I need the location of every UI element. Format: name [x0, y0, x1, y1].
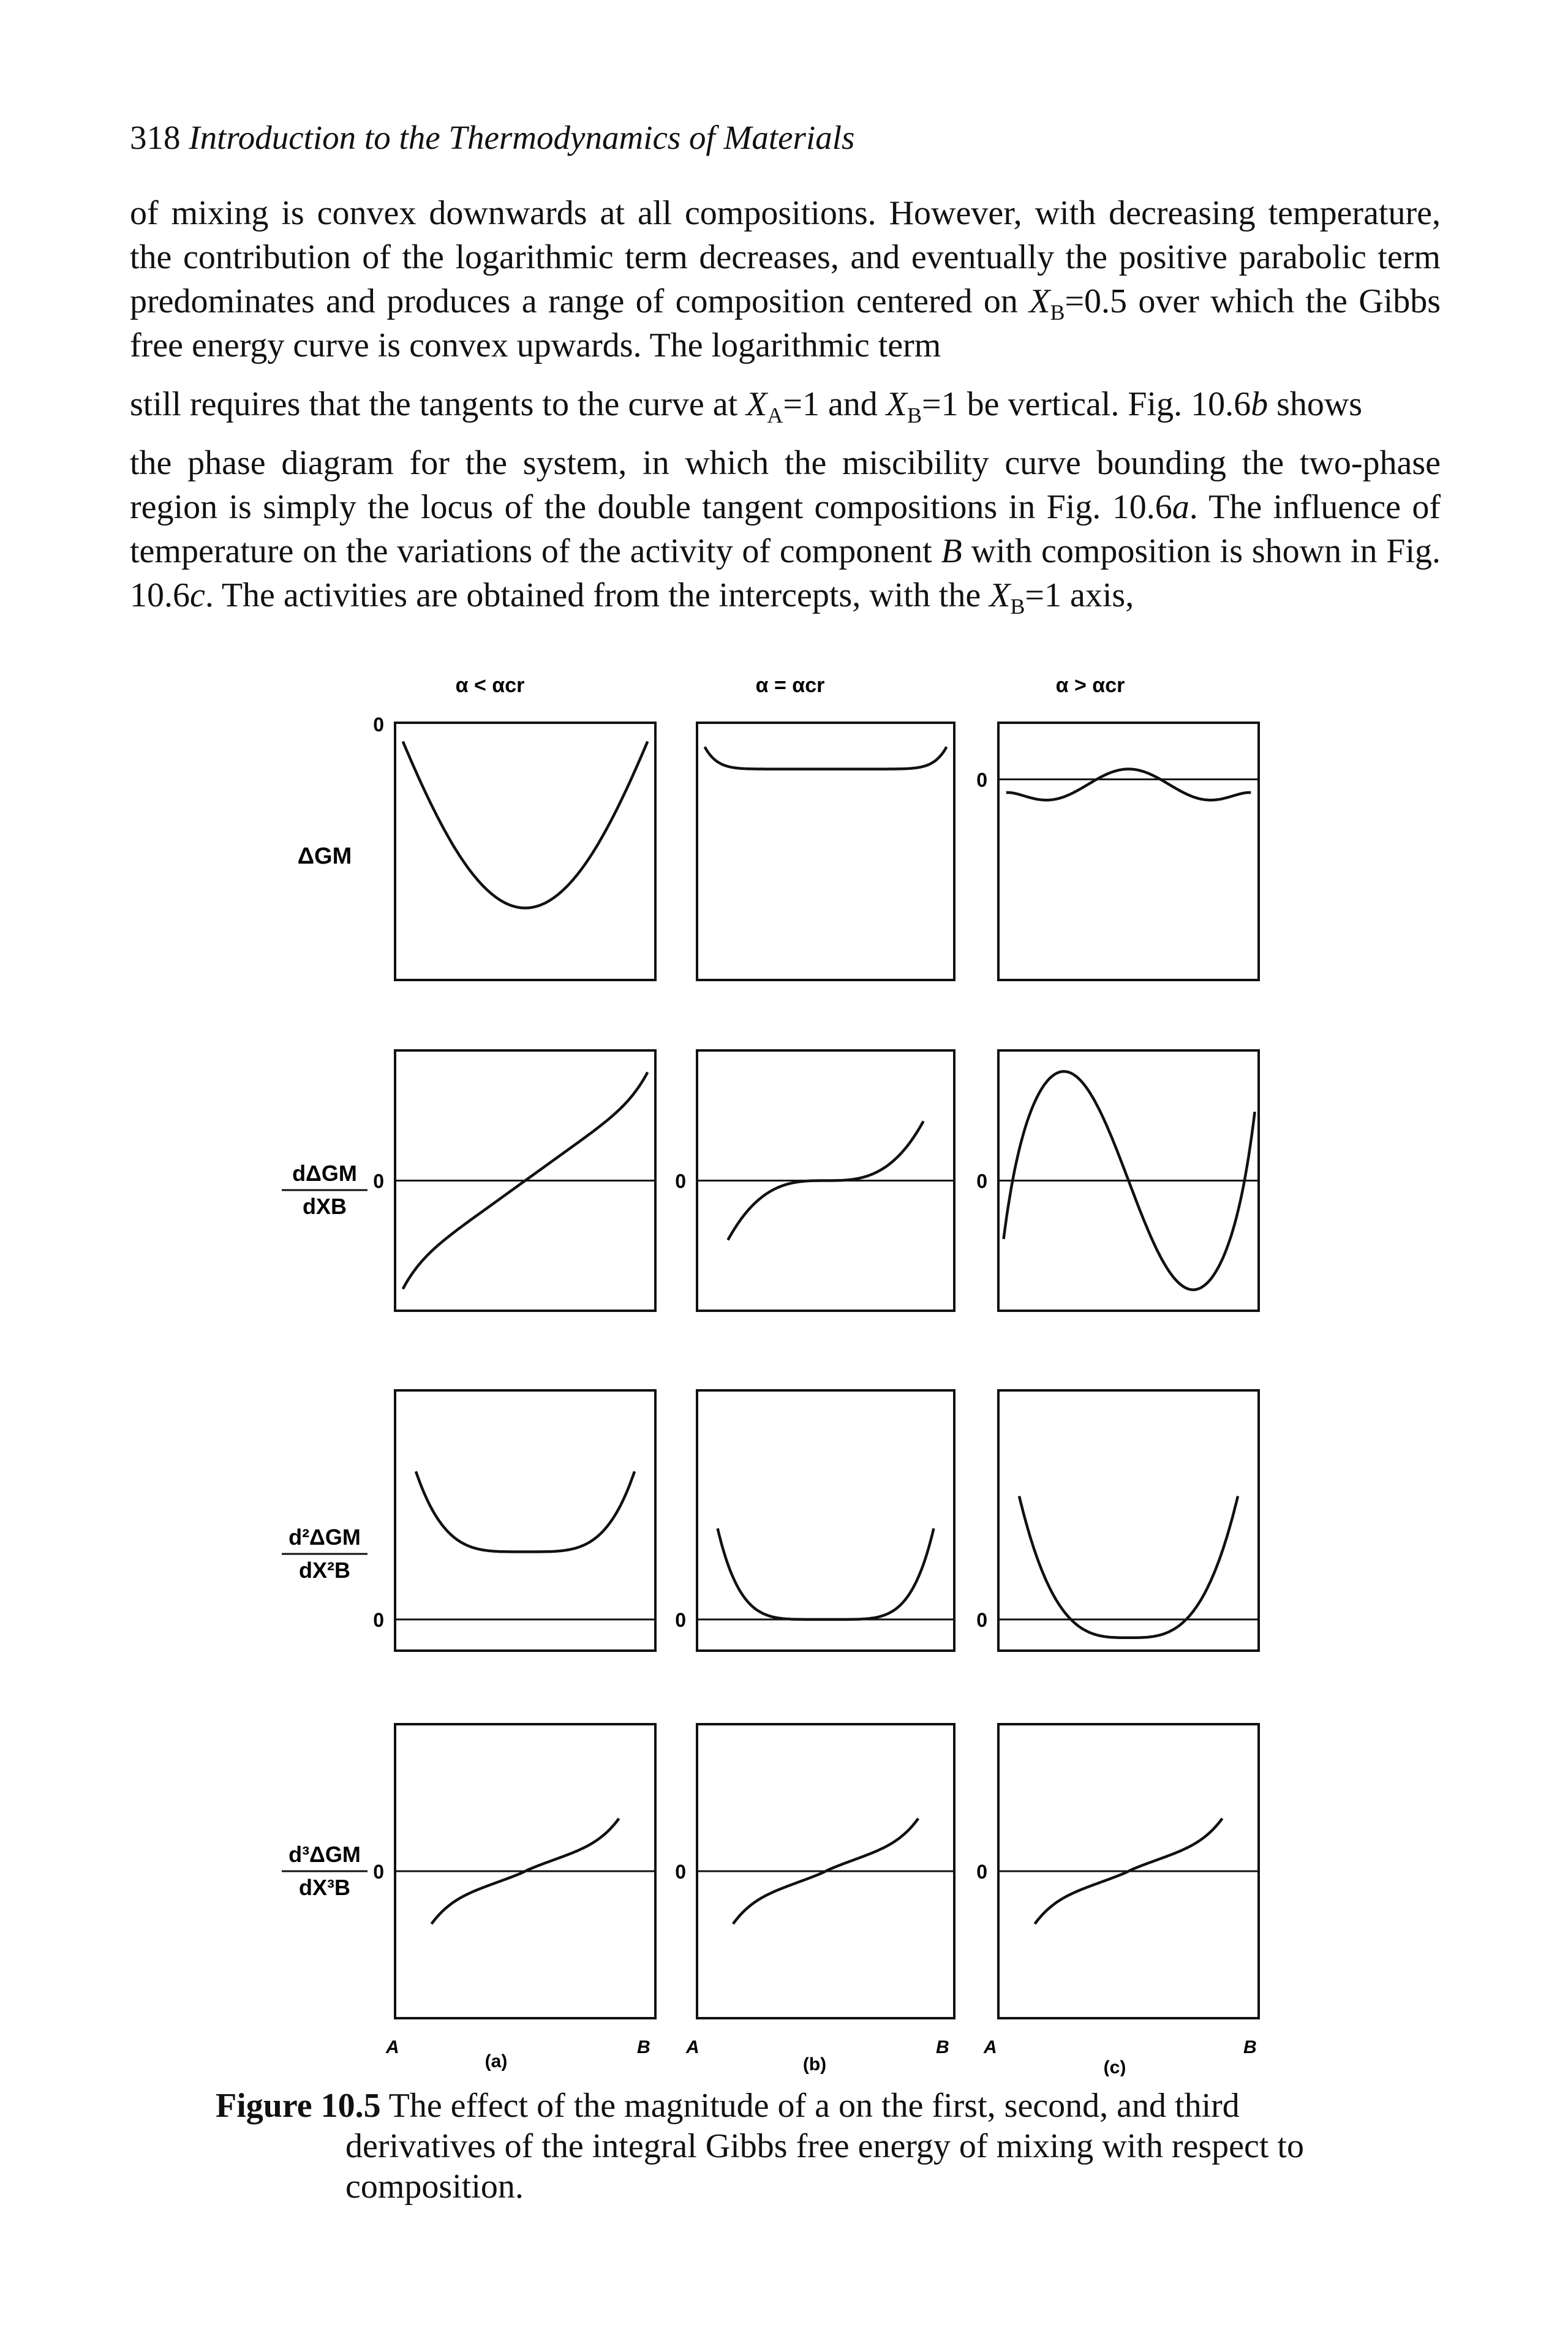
- column-header-b: α = αcr: [755, 674, 825, 697]
- zero-label: 0: [373, 1170, 384, 1193]
- italic-b: b: [1251, 385, 1268, 423]
- text-run: =1 be vertical. Fig. 10.6: [922, 385, 1251, 423]
- caption-number: Figure 10.5: [216, 2087, 381, 2125]
- zero-label: 0: [976, 769, 987, 791]
- text-run: shows: [1268, 385, 1363, 423]
- row-label-d2-num: d²ΔGM: [288, 1525, 361, 1550]
- italic-c: c: [190, 576, 205, 614]
- zero-label: 0: [373, 1861, 384, 1883]
- text-run: =1 and: [783, 385, 886, 423]
- var-x: X: [886, 385, 908, 423]
- zero-label: 0: [976, 1861, 987, 1883]
- axis-label-a: A: [686, 2037, 699, 2057]
- text-run: with composition is shown in Fig. 10.6: [130, 532, 1441, 614]
- text-run: still requires that the tangents to the curve at: [130, 385, 747, 423]
- text-run: =1 axis,: [1025, 576, 1134, 614]
- sub-b: B: [1010, 594, 1025, 619]
- panel-curve: [416, 1471, 635, 1551]
- text-run: the phase diagram for the system, in which the miscibility curve bounding the two-phase region is simply the locus of the double tangent compositions in Fig. 10.6: [130, 444, 1441, 526]
- sub-a: A: [767, 403, 783, 428]
- figure-panels: [373, 714, 1259, 2018]
- row-label-d3-den: dX³B: [299, 1875, 350, 1900]
- var-x: X: [746, 385, 767, 423]
- paragraph-2: [130, 382, 1441, 426]
- sub-b: B: [907, 403, 922, 428]
- caption-text-2: derivatives of the integral Gibbs free energy of mixing with respect to composition.: [345, 2127, 1304, 2206]
- row-label-gm: ΔGM: [297, 843, 352, 869]
- zero-label: 0: [373, 714, 384, 736]
- text-run: of mixing is convex downwards at all compositions. However, with decreasing temperature, the contribution of the logarithmic term decreases, and eventually the positive parabolic term predominates and produces a range of composition centered on: [130, 194, 1441, 320]
- row-label-d1-den: dXB: [303, 1194, 347, 1219]
- zero-label: 0: [675, 1170, 686, 1193]
- panel-frame: [697, 1390, 954, 1651]
- paragraph-3: [130, 441, 1441, 617]
- axis-label-b: B: [637, 2037, 650, 2057]
- axis-label-a: A: [984, 2037, 997, 2057]
- panel-frame: [998, 1390, 1259, 1651]
- paragraph-1: [130, 191, 1441, 368]
- column-letter-b: (b): [802, 2054, 827, 2075]
- var-x: X: [1029, 282, 1050, 320]
- zero-label: 0: [976, 1170, 987, 1193]
- italic-B: B: [941, 532, 962, 570]
- column-letter-a: (a): [484, 2051, 508, 2071]
- row-label-d3-num: d³ΔGM: [288, 1842, 361, 1867]
- zero-label: 0: [373, 1609, 384, 1631]
- panel-curve: [1019, 1496, 1238, 1638]
- text-run: =0.5 over which the Gibbs free energy curve is convex upwards. The logarithmic term: [130, 282, 1441, 364]
- body-text: [130, 191, 1441, 617]
- figure-10-5: [245, 655, 1298, 2076]
- axis-label-b: B: [1243, 2037, 1257, 2057]
- figure-caption: [216, 2086, 1367, 2207]
- row-label-d1-num: dΔGM: [292, 1161, 357, 1186]
- sub-b: B: [1050, 300, 1065, 325]
- panel-frame: [395, 723, 655, 980]
- panel-curve: [1006, 769, 1251, 801]
- page-header: [130, 116, 854, 159]
- italic-a: a: [1172, 488, 1189, 526]
- panel-frame: [697, 723, 954, 980]
- panel-curve: [718, 1528, 934, 1619]
- zero-label: 0: [675, 1609, 686, 1631]
- row-label-d2-den: dX²B: [299, 1558, 350, 1583]
- axis-label-a: A: [386, 2037, 399, 2057]
- panel-curve: [705, 747, 947, 769]
- column-header-a: α < αcr: [455, 674, 525, 697]
- page-number: 318: [130, 119, 181, 156]
- zero-label: 0: [675, 1861, 686, 1883]
- panel-frame: [395, 1390, 655, 1651]
- caption-text-1: The effect of the magnitude of a on the first, second, and third: [388, 2087, 1240, 2125]
- text-run: . The influence of temperature on the variations of the activity of component: [130, 488, 1441, 570]
- book-title: Introduction to the Thermodynamics of Materials: [189, 119, 855, 156]
- panel-curve: [403, 742, 648, 908]
- column-letter-c: (c): [1103, 2057, 1126, 2076]
- zero-label: 0: [976, 1609, 987, 1631]
- axis-label-b: B: [936, 2037, 949, 2057]
- column-header-c: α > αcr: [1055, 674, 1125, 697]
- panel-frame: [998, 723, 1259, 980]
- var-x: X: [989, 576, 1011, 614]
- text-run: . The activities are obtained from the intercepts, with the: [205, 576, 990, 614]
